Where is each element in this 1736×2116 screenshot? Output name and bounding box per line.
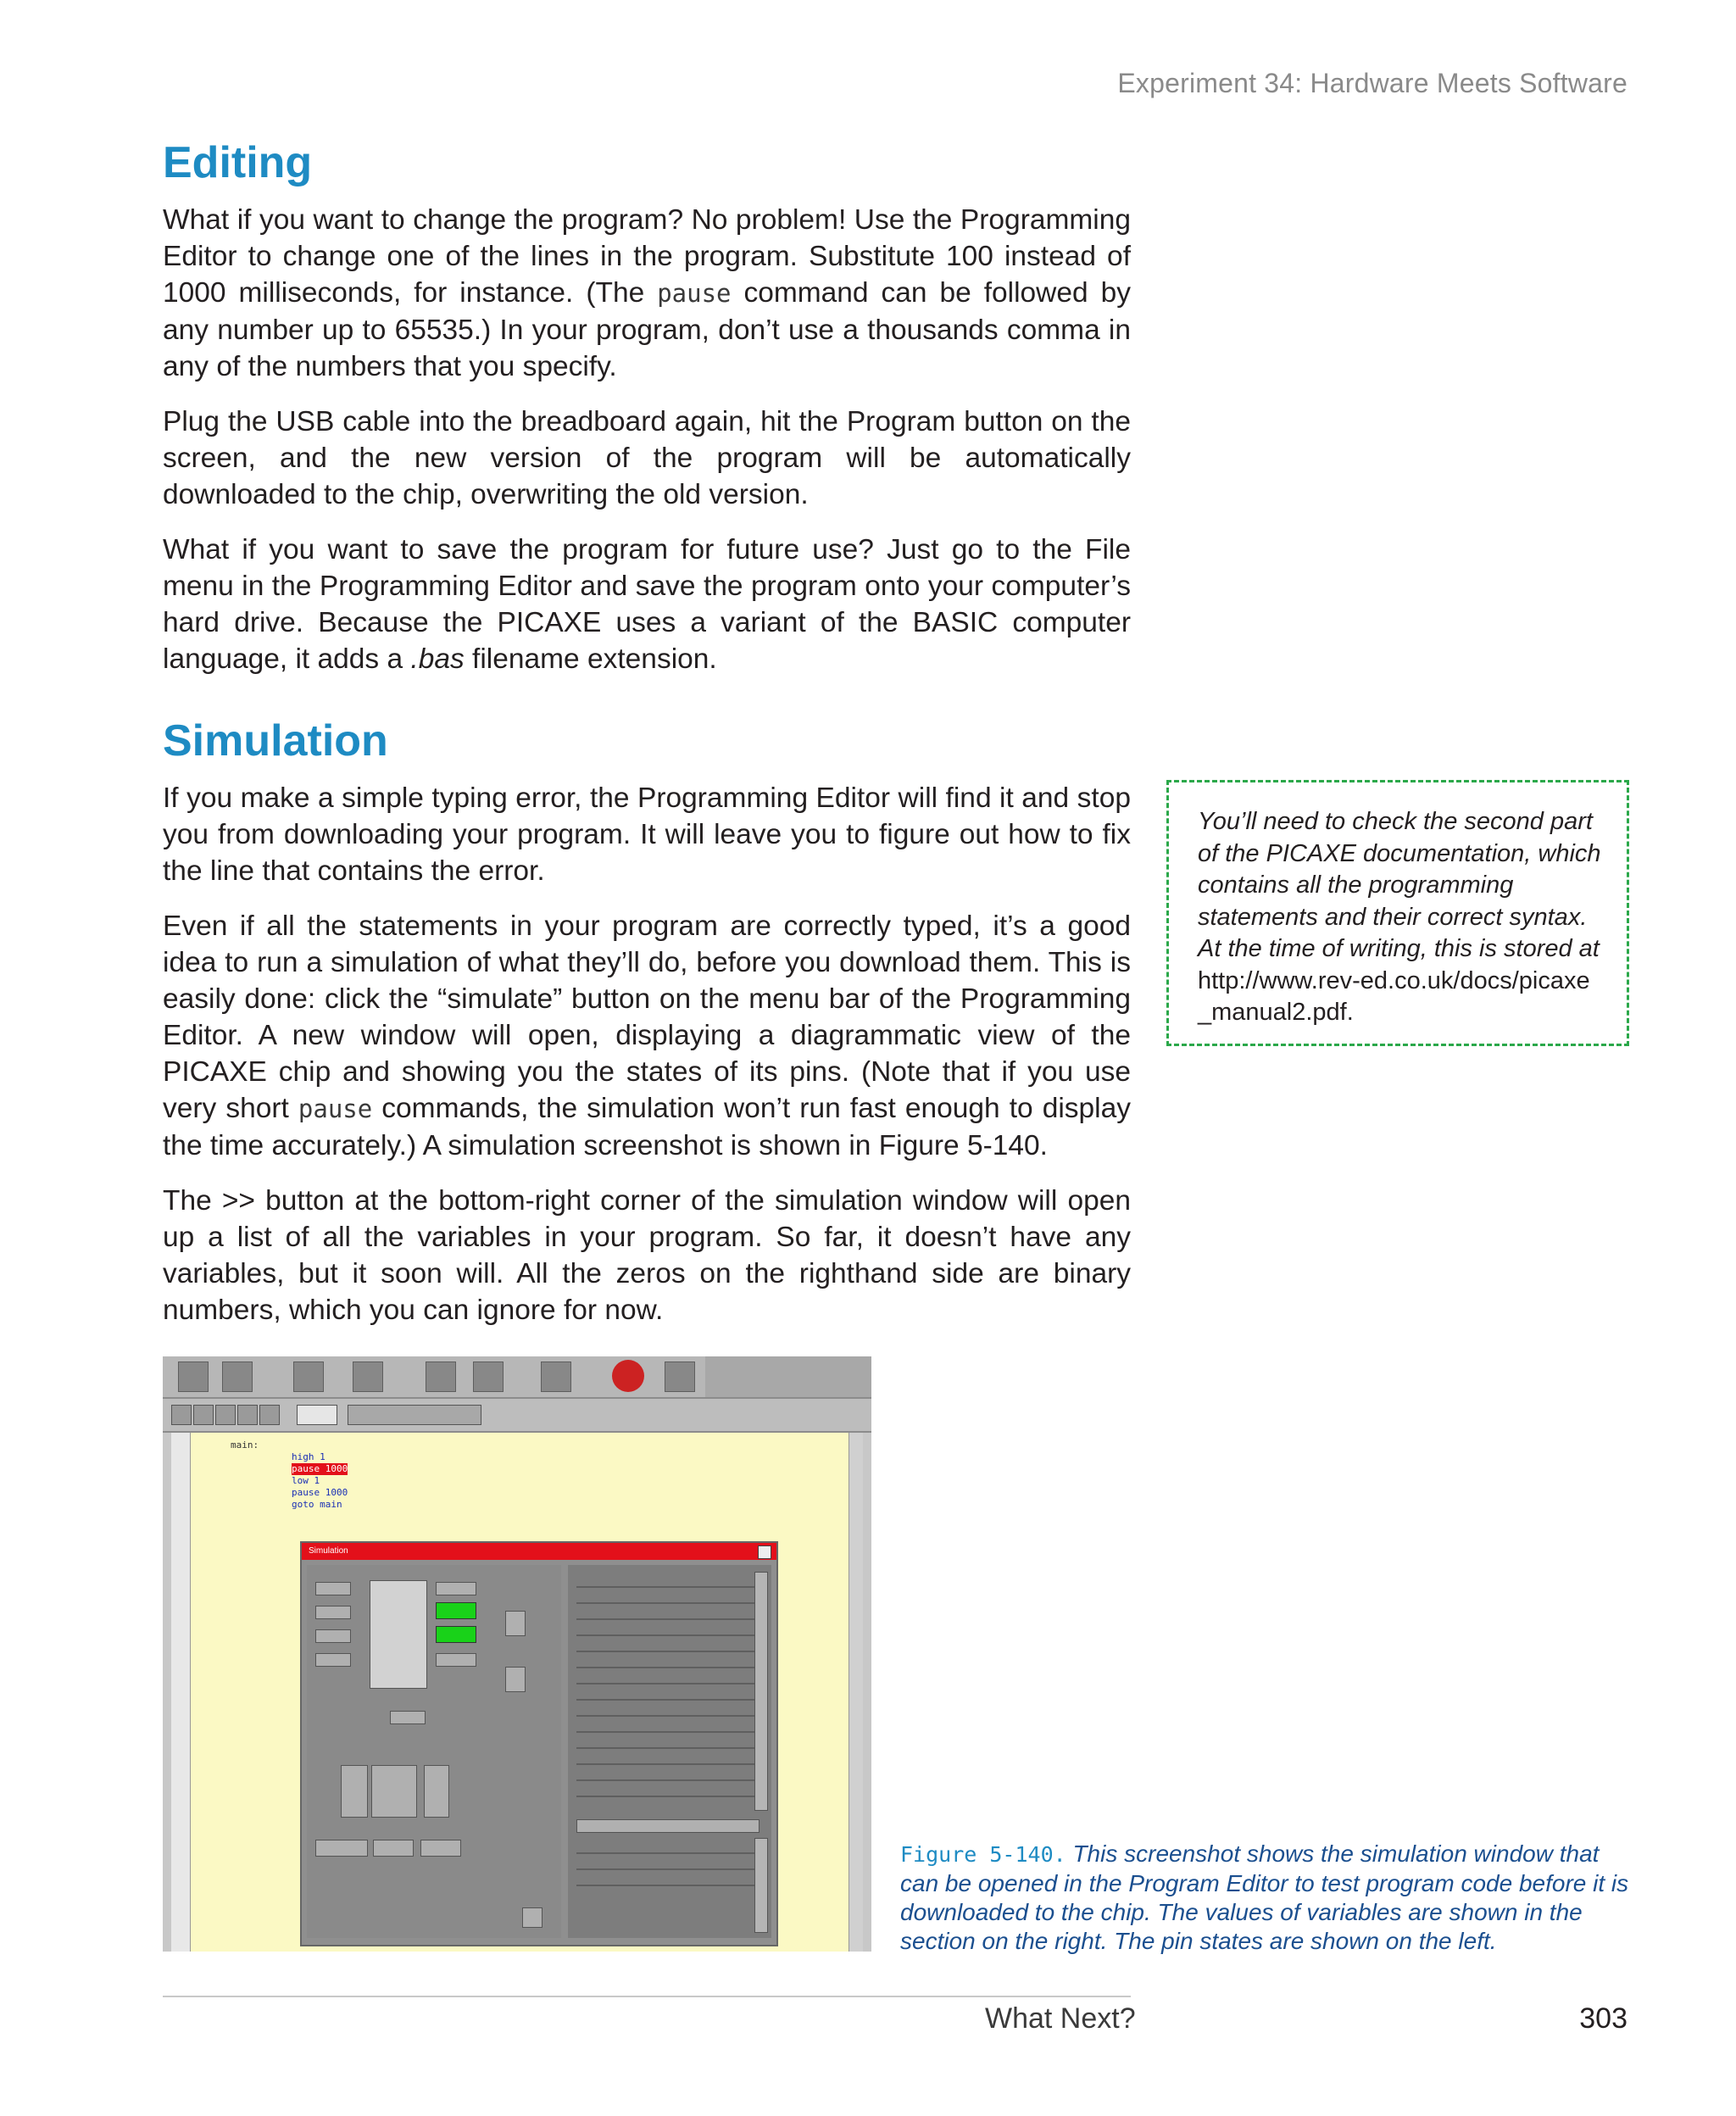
code-line: high 1 [292, 1451, 326, 1462]
heading-editing: Editing [163, 138, 313, 187]
page-number: 303 [1579, 2002, 1628, 2035]
caption-text: This screenshot shows the simulation window that can be opened in the Program Editor to test program code before it is downloaded to the chip. The values of variables are shown in the section on the right. The pin states are shown on the left. [900, 1840, 1629, 1954]
paragraph: The >> button at the bottom-right corner of the simulation window will open up a list of all the variables in your program. So far, it doesn’t have any variables, but it soon will. All the zeros on the righthand side are binary numbers, which you can ignore for now. [163, 1185, 1131, 1326]
label-select [348, 1405, 481, 1425]
chip-diagram [370, 1580, 427, 1689]
editor-secondary-toolbar [163, 1399, 871, 1433]
figure-label: Figure 5-140. [900, 1842, 1066, 1867]
simulation-body [163, 780, 1131, 1347]
inline-code: pause [298, 1094, 373, 1123]
cut-icon [426, 1361, 456, 1392]
close-icon [758, 1545, 771, 1559]
code-line: goto main [292, 1499, 342, 1510]
editor-scrollbar [849, 1433, 863, 1952]
open-icon [222, 1361, 253, 1392]
variables-scrollbar [754, 1572, 768, 1811]
code-listing [231, 1439, 348, 1511]
font-size-select [297, 1405, 337, 1425]
variable-rows [576, 1572, 758, 1809]
code-line: main: [231, 1439, 259, 1451]
variables-panel [568, 1565, 771, 1938]
paragraph: What if you want to save the program for future use? Just go to the File menu in the Programming Editor and save the program onto your computer’s hard drive. Because the PICAXE uses a variant of the BASIC computer language, it adds a .bas filename extension. [163, 534, 1131, 675]
line-number-gutter [171, 1433, 191, 1952]
paragraph: Even if all the statements in your program are correctly typed, it’s a good idea to run a simulation of what they’ll do, before you download them. This is easily done: click the “simulate” button on the menu bar of the Programming Editor. A new window will open, displaying a diagrammatic view of the PICAXE chip and showing you the states of its pins. (Note that if you use very short pause commands, the simulation won’t run fast enough to display the time accurately.) A simulation screenshot is shown in Figure 5-140. [163, 910, 1131, 1161]
new-icon [178, 1361, 209, 1392]
footer-rule [163, 1996, 1131, 1997]
paragraph: If you make a simple typing error, the Programming Editor will find it and stop you from downloading your program. It will leave you to figure out how to fix the line that contains the error. [163, 782, 1131, 887]
emphasis: .bas [410, 643, 465, 675]
program-icon [612, 1360, 644, 1392]
toggle-switch [505, 1611, 526, 1636]
led-on-indicator [436, 1602, 476, 1619]
footer-section: What Next? [985, 2002, 1136, 2035]
variable-rows [576, 1838, 758, 1889]
save-icon [293, 1361, 324, 1392]
simulation-title-bar: Simulation [302, 1543, 776, 1560]
editing-body [163, 202, 1131, 696]
paste-icon [541, 1361, 571, 1392]
led-on-indicator [436, 1626, 476, 1643]
figure-screenshot [163, 1356, 871, 1952]
note-text: You’ll need to check the second part of the PICAXE documentation, which contains all the programming statements and their correct syntax. At the time of writing, this is stored at [1198, 808, 1601, 962]
copy-icon [473, 1361, 504, 1392]
note-url[interactable]: http://www.rev-ed.co.uk/docs/picaxe_manual2.pdf. [1198, 966, 1590, 1026]
pin-state-panel [307, 1565, 561, 1938]
code-line: low 1 [292, 1475, 320, 1486]
inline-code: pause [657, 279, 732, 308]
heading-simulation: Simulation [163, 716, 388, 766]
print-icon [353, 1361, 383, 1392]
paragraph: What if you want to change the program? No problem! Use the Programming Editor to change one of the lines in the program. Substitute 100 instead of 1000 milliseconds, for instance. (The pause command can be followed by any number up to 65535.) In your program, don’t use a thousands comma in any of the numbers that you specify. [163, 204, 1131, 382]
editor-toolbar [163, 1356, 871, 1399]
simulate-icon [665, 1361, 695, 1392]
figure-caption [900, 1840, 1631, 1956]
simulation-window [300, 1541, 778, 1946]
running-head: Experiment 34: Hardware Meets Software [1117, 68, 1628, 98]
margin-note [1166, 780, 1629, 1046]
toggle-switch [505, 1667, 526, 1692]
paragraph: Plug the USB cable into the breadboard again, hit the Program button on the screen, and the new version of the program will be automatically downloaded to the chip, overwriting the old version. [163, 406, 1131, 510]
code-line-highlighted: pause 1000 [292, 1463, 348, 1474]
code-line: pause 1000 [292, 1487, 348, 1498]
